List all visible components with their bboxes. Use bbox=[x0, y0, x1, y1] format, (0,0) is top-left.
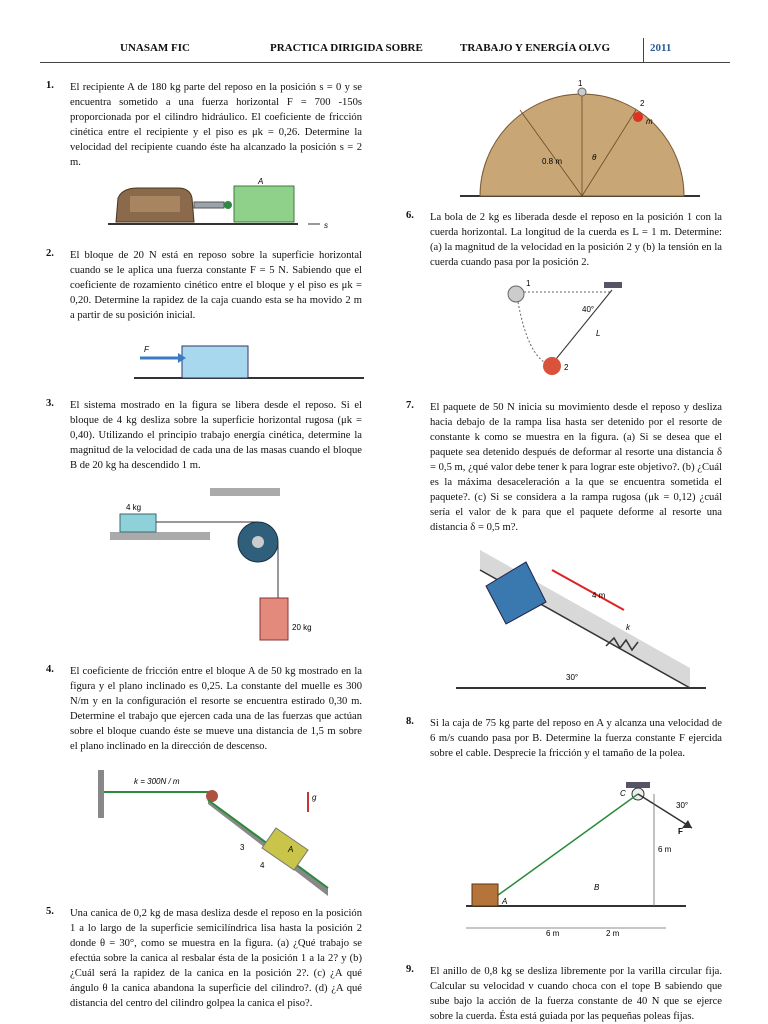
figure-8-dist-6m: 6 m bbox=[546, 929, 560, 938]
figure-5-mass: m bbox=[646, 117, 653, 126]
figure-5-semicylinder bbox=[460, 80, 700, 202]
figure-4-spring-label: k = 300N / m bbox=[134, 777, 180, 786]
figure-8-crate-cable bbox=[466, 782, 716, 942]
figure-2-label-f: F bbox=[144, 345, 149, 354]
figure-7-angle: 30° bbox=[566, 673, 579, 682]
figure-7-distance: 4 m bbox=[592, 591, 606, 600]
problem-3-number: 3. bbox=[46, 398, 54, 409]
problem-2-number: 2. bbox=[46, 248, 54, 259]
figure-8-label-a: A bbox=[502, 897, 508, 906]
figure-8-dist-2m: 2 m bbox=[606, 929, 620, 938]
problem-6-text: La bola de 2 kg es liberada desde el reposo en la posición 1 con la cuerda horizontal. La longitud de la cuerda es L = 1 m. Determine: (a) la magnitud de la velocidad en la posición 2 y (b) la tensión en la cuerda cuando pasa por la posición 2. bbox=[430, 212, 722, 268]
figure-4-incline-spring bbox=[98, 770, 338, 896]
problem-9-number: 9. bbox=[406, 964, 414, 975]
figure-4-run-label: 4 bbox=[260, 861, 265, 870]
problem-8-text: Si la caja de 75 kg parte del reposo en A y alcanza una velocidad de 6 m/s cuando pasa por B. Determine la fuerza constante F ejercida sobre el cable. Desprecie la fricción y el tamaño de la polea. bbox=[430, 718, 722, 759]
problem-8-number: 8. bbox=[406, 716, 414, 727]
figure-2-block bbox=[134, 340, 364, 386]
figure-8-label-b: B bbox=[594, 883, 600, 892]
figure-4-block-label: A bbox=[288, 845, 294, 854]
problem-7-text: El paquete de 50 N inicia su movimiento desde el reposo y desliza hacia debajo de la rampa lisa hasta ser detenido por el resorte de constante k como se muestra en la figura. (a) Si se desea que el paquete sea detenido después de deformar al resorte una distancia δ = 0,5 m, ¿qué valor debe tener k para lograr este objetivo?. (b) ¿Cuál es la máxima desaceleración a la que se encuentra sometida el paquete?. (c) Si se considera a la rampa rugosa (μk = 0,12) ¿cuál sería el valor de k para que el paquete deforme al resorte una distancia δ = 0,5 m?. bbox=[430, 402, 722, 533]
header-rule bbox=[40, 62, 730, 63]
figure-1-hydraulic-cylinder bbox=[108, 176, 348, 236]
problem-5-number: 5. bbox=[46, 906, 54, 917]
header-title-a: PRACTICA DIRIGIDA SOBRE bbox=[270, 42, 423, 54]
header-title-b: TRABAJO Y ENERGÍA OLVG bbox=[460, 42, 611, 54]
figure-1-label-s: s bbox=[324, 221, 328, 230]
problem-4-text: El coeficiente de fricción entre el bloque A de 50 kg mostrado en la figura y el plano inclinado es 0,25. La constante del muelle es 300 N/m y en la configuración el resorte se encuentra estirado 0,30 m. Determine el trabajo que ejercen cada una de las fuerzas que actúan sobre el bloque cuando éste se mueve una distancia de 1,5 m sobre el plano inclinado en la dirección de descenso. bbox=[70, 666, 362, 752]
figure-7-ramp-spring bbox=[456, 550, 706, 700]
problem-6-number: 6. bbox=[406, 210, 414, 221]
problem-1-text: El recipiente A de 180 kg parte del reposo en la posición s = 0 y se encuentra sometido a una fuerza horizontal F = 700 -150s proporcionada por el cilindro hidráulico. El coeficiente de fricción cinética entre el recipiente y el piso es μk = 0,26. Determine la velocidad del recipiente cuando éste ha alcanzado la posición s = 2 m. bbox=[70, 82, 362, 168]
figure-6-pos1: 1 bbox=[526, 279, 531, 288]
figure-5-radius: 0.8 m bbox=[542, 157, 563, 166]
figure-6-pos2: 2 bbox=[564, 363, 569, 372]
figure-5-pos1: 1 bbox=[578, 80, 583, 88]
figure-5-pos2: 2 bbox=[640, 99, 645, 108]
figure-8-label-c: C bbox=[620, 789, 626, 798]
header-school: UNASAM FIC bbox=[120, 42, 190, 54]
problem-1-number: 1. bbox=[46, 80, 54, 91]
figure-8-height: 6 m bbox=[658, 845, 672, 854]
problem-7-number: 7. bbox=[406, 400, 414, 411]
figure-6-pendulum bbox=[504, 276, 624, 380]
figure-1-label-a: A bbox=[258, 177, 264, 186]
page-header bbox=[0, 38, 768, 60]
figure-3-pulley-system bbox=[110, 488, 330, 648]
figure-4-gravity-label: g bbox=[312, 793, 317, 802]
figure-5-theta: θ bbox=[592, 153, 597, 162]
header-divider bbox=[643, 38, 644, 62]
figure-4-rise-label: 3 bbox=[240, 843, 245, 852]
figure-8-angle: 30° bbox=[676, 801, 689, 810]
problem-4-number: 4. bbox=[46, 664, 54, 675]
header-year: 2011 bbox=[650, 42, 672, 54]
figure-6-angle: 40° bbox=[582, 305, 595, 314]
problem-5-text: Una canica de 0,2 kg de masa desliza desde el reposo en la posición 1 a lo largo de la superficie semicilíndrica lisa hasta la posición 2 donde θ = 30°, como se muestra en la figura. (a) ¿Qué trabajo se efectúa sobre la canica al resbalar ésta de la posición 1 a la 2? y (b) ¿Cuál será la rapidez de la canica en la posición 2?. (c) ¿A qué ángulo θ la canica abandona la superficie del cilindro?. (d) ¿A qué distancia del centro del cilindro golpea la canica el piso?. bbox=[70, 908, 362, 1009]
problem-3-text: El sistema mostrado en la figura se libera desde el reposo. Si el bloque de 4 kg desliza sobre la superficie horizontal rugosa (μk = 0,40). Utilizando el principio trabajo energía cinética, determine la magnitud de la velocidad de cada una de las masas cuando el bloque B de 20 kg ha descendido 1 m. bbox=[70, 400, 362, 471]
problem-2-text: El bloque de 20 N está en reposo sobre la superficie horizontal cuando se le aplica una fuerza constante F = 5 N. Sabiendo que el coeficiente de rozamiento cinético entre el bloque y el piso es μk = 0,20. Determine la rapidez de la caja cuando esta se ha movido 2 m a partir de su posición inicial. bbox=[70, 250, 362, 321]
figure-7-spring: k bbox=[626, 623, 630, 632]
problem-9-text: El anillo de 0,8 kg se desliza libremente por la varilla circular fija. Calcular su velocidad v cuando choca con el tope B sabiendo que sube bajo la acción de la fuerza constante de 40 N que se ejerce sobre la cuerda. Ésta está guiada por las pequeñas poleas fijas. bbox=[430, 966, 722, 1022]
figure-6-length: L bbox=[596, 329, 601, 338]
figure-3-block-a: 4 kg bbox=[126, 503, 142, 512]
figure-8-force: F bbox=[678, 827, 683, 836]
figure-3-block-b: 20 kg bbox=[292, 623, 312, 632]
